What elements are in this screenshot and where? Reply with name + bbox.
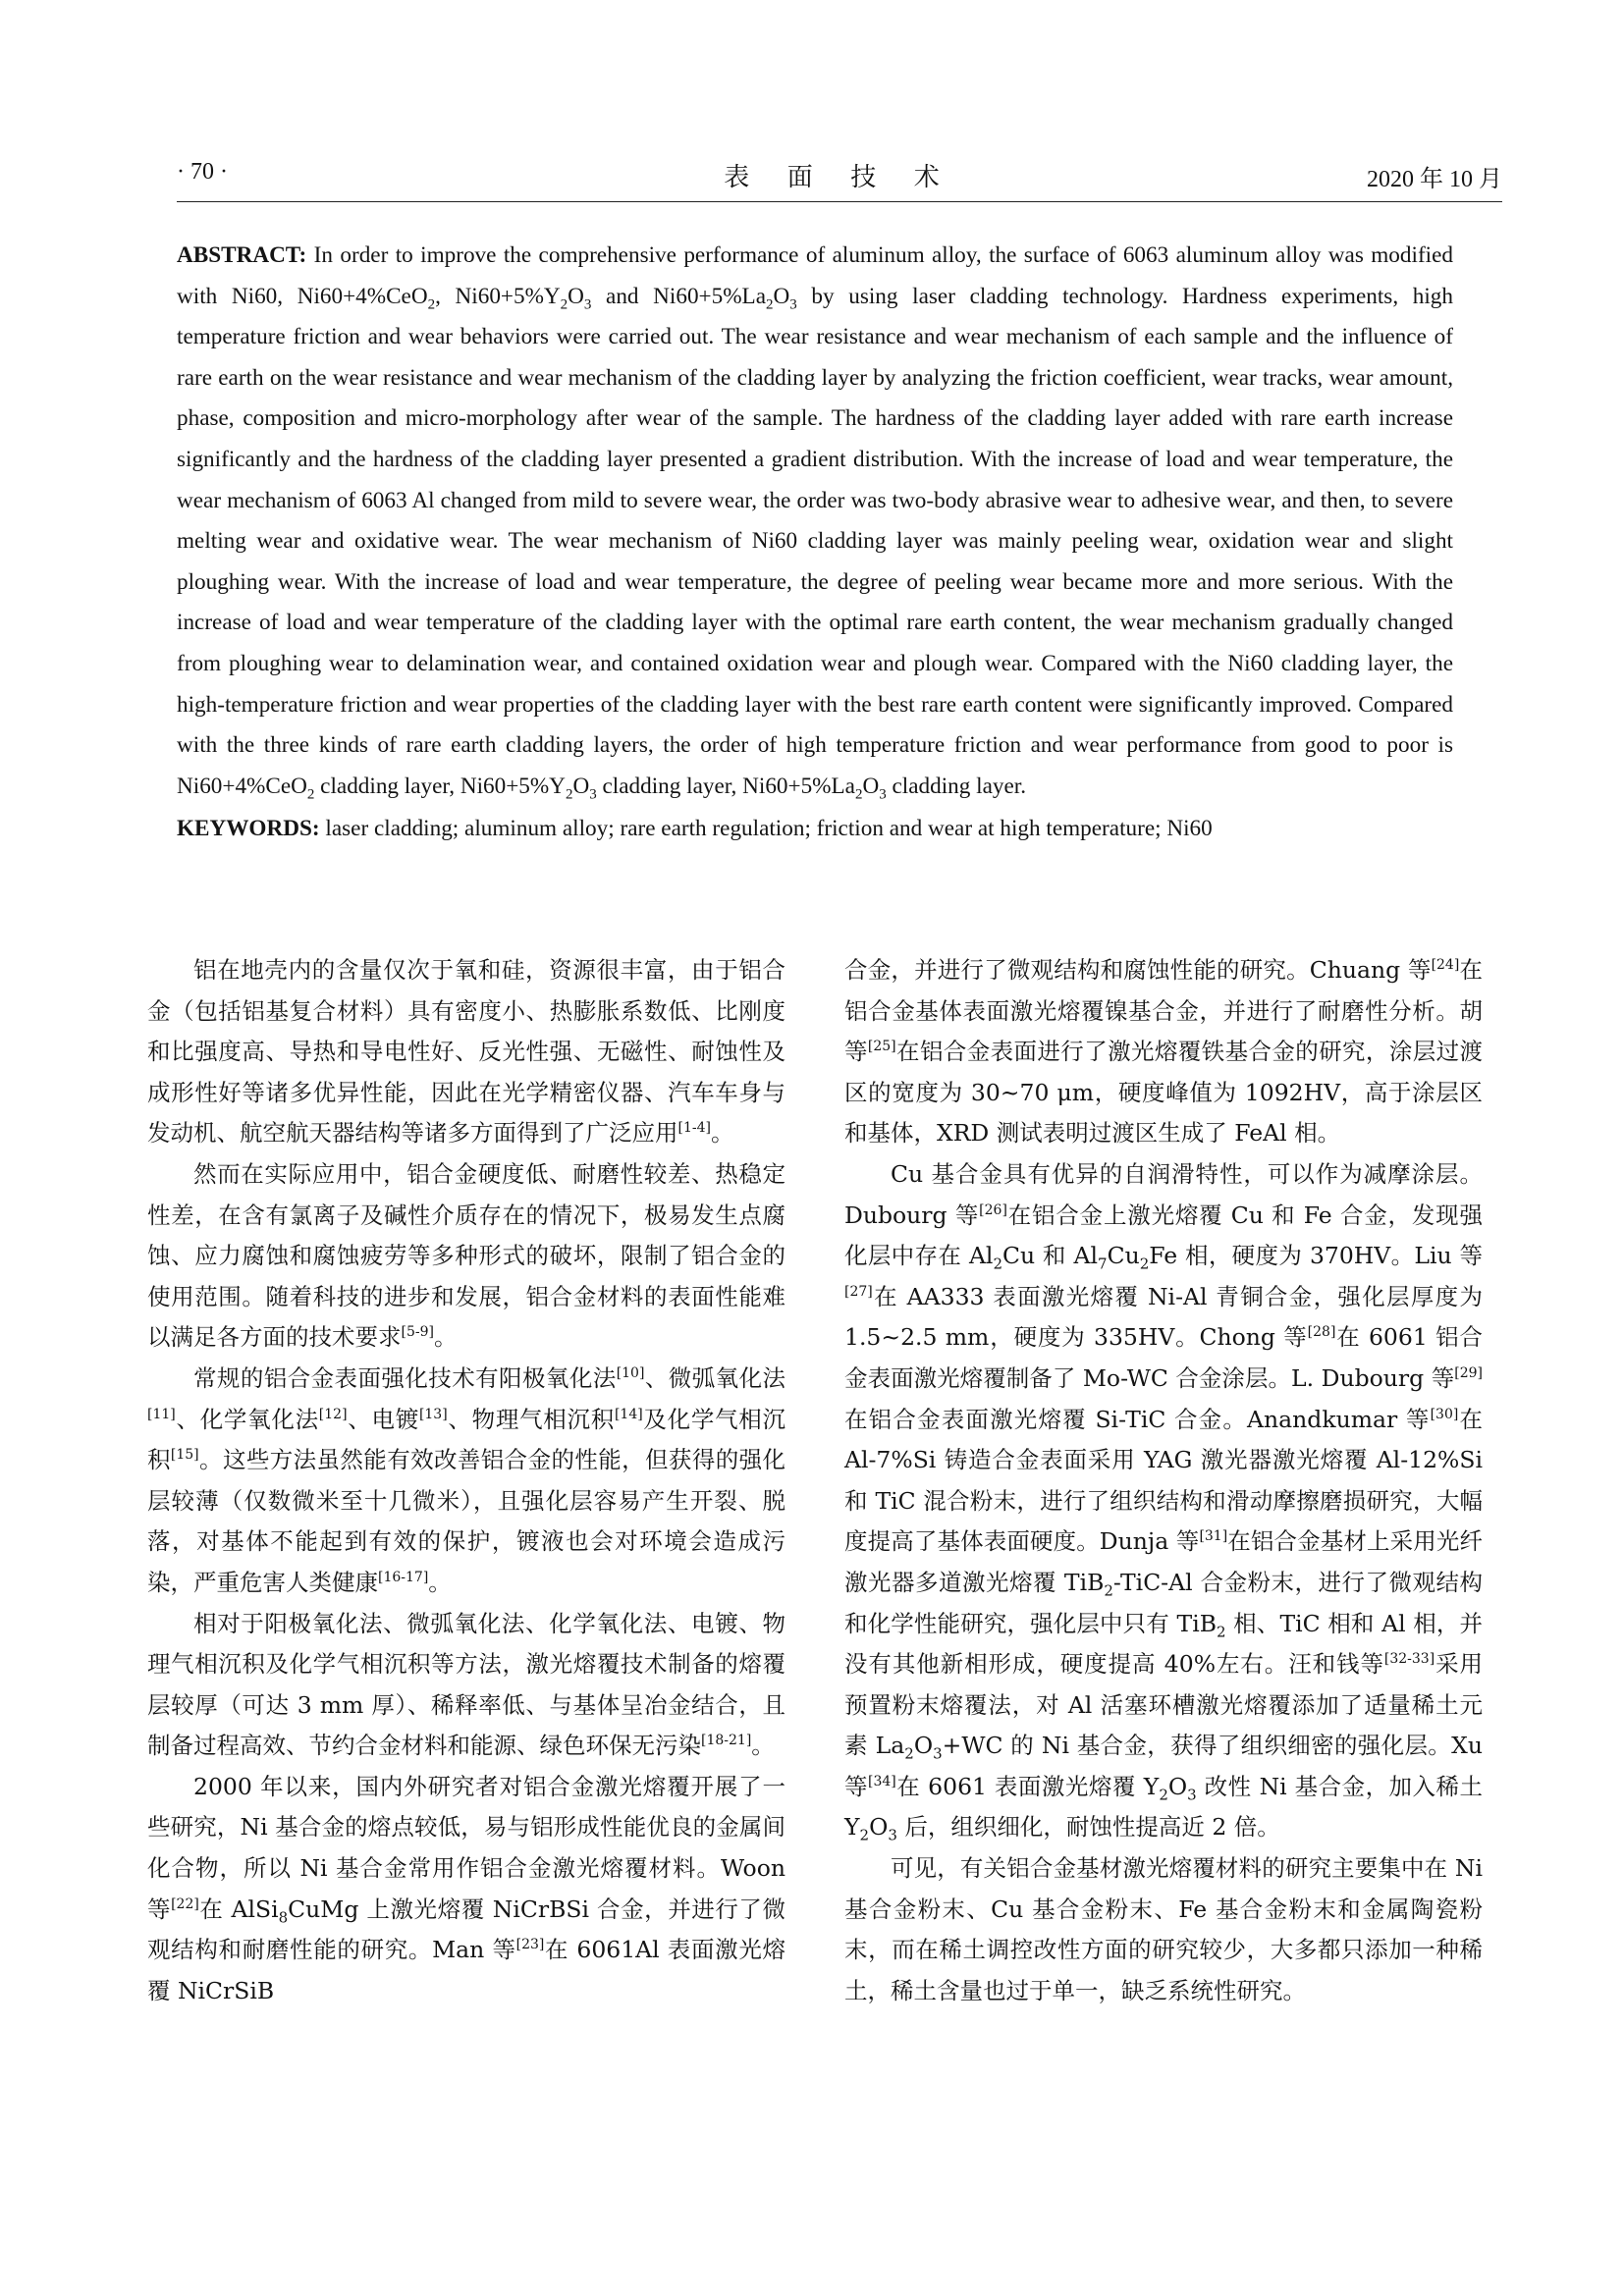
citation: [13]	[418, 1406, 448, 1422]
subscript: 7	[1098, 1255, 1108, 1273]
subscript: 2	[859, 1827, 870, 1845]
citation: [18-21]	[701, 1733, 752, 1749]
subscript: 2	[993, 1255, 1002, 1273]
body-text: 合金，并进行了微观结构和腐蚀性能的研究。Chuang 等	[844, 956, 1432, 984]
subscript: 2	[766, 296, 774, 313]
body-text: 在铝合金上激光熔覆 Cu 和 Fe 合金，发现强化层中存在 Al	[844, 1201, 1483, 1270]
issue-date: 2020 年 10 月	[1367, 167, 1502, 192]
citation: [10]	[616, 1364, 645, 1381]
citation: [16-17]	[378, 1569, 429, 1585]
body-text: 。	[433, 1323, 458, 1352]
abstract-text: by using laser cladding technology. Hardness experiments, high temperature friction and wear behaviors were carried out. The wear resistance and wear mechanism of each sample and the influence of rare earth on the wear resistance and wear mechanism of the cladding layer by analyzing the friction coefficient, wear tracks, wear amount, phase, composition and micro-morphology after wear of the sample. The hardness of the cladding layer added with rare earth increase significantly and the hardness of the cladding layer presented a gradient distribution. With the increase of load and wear temperature, the wear mechanism of 6063 Al changed from mild to severe wear, the order was two-body abrasive wear to adhesive wear, and then, to severe melting wear and oxidative wear. The wear mechanism of Ni60 cladding layer was mainly peeling wear, oxidation wear and slight ploughing wear. With the increase of load and wear temperature, the degree of peeling wear became more and more serious. With the increase of load and wear temperature of the cladding layer with the optimal rare earth content, the wear mechanism gradually changed from ploughing wear to delamination wear, and contained oxidation wear and plough wear. Compared with the Ni60 cladding layer, the high-temperature friction and wear properties of the cladding layer with the best rare earth content were significantly improved. Compared with the three kinds of rare earth cladding layers, the order of high temperature friction and wear performance from good to poor is Ni60+4%CeO	[177, 283, 1453, 799]
citation: [26]	[979, 1201, 1007, 1218]
body-text: O	[913, 1732, 934, 1760]
abstract-text: O	[862, 773, 880, 799]
body-text: 在 6061 铝合金表面激光熔覆制备了 Mo-WC 合金涂层。L. Dubourg 等	[844, 1323, 1483, 1392]
body-text: 在 6061 表面激光熔覆 Y	[895, 1772, 1160, 1800]
citation: [22]	[171, 1896, 199, 1912]
body-text: 在 6061Al 表面激光熔覆 NiCrSiB	[147, 1936, 785, 2004]
subscript: 2	[854, 786, 863, 803]
body-text: 后，组织细化，耐蚀性提高近 2 倍。	[896, 1813, 1280, 1842]
citation: [29]	[1454, 1364, 1483, 1381]
body-paragraph	[147, 950, 785, 1154]
citation: [5-9]	[401, 1324, 434, 1341]
body-text: Fe 相，硬度为 370HV。Liu 等	[1149, 1242, 1483, 1270]
body-text: 在铝合金基材上采用光纤激光器多道激光熔覆 TiB	[844, 1527, 1483, 1596]
subscript: 2	[1139, 1255, 1150, 1273]
abstract-text: O	[572, 773, 590, 799]
header-rule	[177, 201, 1502, 202]
citation: [28]	[1307, 1324, 1336, 1341]
body-text: 、物理气相沉积	[447, 1405, 615, 1433]
body-paragraph	[844, 1848, 1483, 2011]
body-text: 在铝合金基体表面激光熔覆镍基合金，并进行了耐磨性分析。胡等	[844, 956, 1484, 1066]
body-text: 常规的铝合金表面强化技术有阳极氧化法	[193, 1363, 617, 1392]
body-text: O	[1167, 1772, 1188, 1800]
citation: [1-4]	[677, 1120, 711, 1137]
body-paragraph	[147, 1767, 785, 2012]
body-text: Cu	[1107, 1242, 1140, 1270]
body-text: 、微弧氧化法	[644, 1363, 785, 1392]
abstract-label: ABSTRACT:	[177, 242, 307, 268]
body-paragraph	[147, 1154, 785, 1359]
body-text: 。	[751, 1732, 775, 1760]
subscript: 3	[888, 1827, 897, 1845]
abstract-text: cladding layer, Ni60+5%Y	[314, 773, 566, 799]
body-text: 在铝合金表面激光熔覆 Si-TiC 合金。Anandkumar 等	[844, 1405, 1431, 1433]
body-text: 在 AlSi	[198, 1895, 279, 1923]
body-text: O	[869, 1813, 889, 1842]
subscript: 2	[1159, 1786, 1168, 1804]
running-header	[177, 157, 1502, 196]
citation: [30]	[1430, 1406, 1459, 1422]
subscript: 8	[278, 1908, 289, 1927]
subscript: 2	[560, 296, 568, 313]
citation: [25]	[867, 1039, 896, 1055]
citation: [15]	[170, 1447, 199, 1464]
subscript: 3	[933, 1744, 943, 1763]
body-paragraph	[844, 950, 1483, 1154]
citation: [31]	[1199, 1528, 1228, 1545]
right-column	[844, 950, 1483, 2011]
body-text: 在 AA333 表面激光熔覆 Ni-Al 青铜合金，强化层厚度为 1.5~2.5 mm，硬度为 335HV。Chong 等	[844, 1282, 1483, 1352]
citation: [11]	[147, 1406, 176, 1422]
abstract-text: cladding layer.	[886, 773, 1026, 799]
subscript: 3	[879, 786, 887, 803]
body-text: Cu 和 Al	[1002, 1242, 1099, 1270]
citation: [12]	[318, 1406, 348, 1422]
keywords-text: laser cladding; aluminum alloy; rare earth regulation; friction and wear at high temperature; Ni60	[319, 816, 1213, 842]
body-text: 。	[428, 1568, 452, 1596]
body-text: 在铝合金表面进行了激光熔覆铁基合金的研究，涂层过渡区的宽度为 30~70 μm，硬度峰值为 1092HV，高于涂层区和基体，XRD 测试表明过渡区生成了 FeAl 相。	[844, 1038, 1484, 1148]
left-column	[147, 950, 785, 2011]
subscript: 3	[589, 786, 597, 803]
abstract-block	[177, 236, 1453, 850]
abstract-text: O	[773, 283, 790, 309]
body-text: 及化学气相沉积	[147, 1405, 786, 1474]
subscript: 3	[583, 296, 592, 313]
body-text: -TiC-Al 合金粉末，进行了微观结构和化学性能研究，强化层中只有 TiB	[844, 1568, 1483, 1637]
citation: [14]	[614, 1406, 643, 1422]
body-text: 。	[710, 1119, 734, 1148]
abstract-text: cladding layer, Ni60+5%La	[596, 773, 855, 799]
body-text: 采用预置粉末熔覆法，对 Al 活塞环槽激光熔覆添加了适量稀土元素 La	[844, 1650, 1484, 1760]
body-text: 、化学氧化法	[175, 1405, 319, 1433]
body-text: 、电镀	[347, 1405, 419, 1433]
abstract-text: O	[568, 283, 584, 309]
citation: [27]	[844, 1283, 873, 1300]
subscript: 2	[904, 1744, 914, 1763]
keywords-paragraph	[177, 809, 1453, 850]
subscript: 3	[1187, 1786, 1197, 1804]
body-text: 在 Al-7%Si 铸造合金表面采用 YAG 激光器激光熔覆 Al-12%Si 和 TiC 混合粉末，进行了组织结构和滑动摩擦磨损研究，大幅度提高了基体表面硬度。Dunja 等	[844, 1405, 1484, 1556]
body-text: +WC 的 Ni 基合金，获得了组织细密的强化层。Xu 等	[844, 1732, 1483, 1800]
subscript: 2	[306, 786, 315, 803]
body-text: 2000 年以来，国内外研究者对铝合金激光熔覆开展了一些研究，Ni 基合金的熔点较低，易与铝形成性能优良的金属间化合物，所以 Ni 基合金常用作铝合金激光熔覆材料。Woon 等	[147, 1772, 785, 1923]
body-text: 相、TiC 相和 Al 相，并没有其他新相形成，硬度提高 40%左右。汪和钱等	[844, 1609, 1483, 1679]
abstract-text: In order to improve the comprehensive performance of aluminum alloy, the surface of 6063 aluminum alloy was modified with Ni60, Ni60+4%CeO	[177, 242, 1453, 309]
abstract-paragraph	[177, 236, 1453, 807]
subscript: 2	[565, 786, 573, 803]
journal-title: 表 面 技 术	[724, 163, 955, 191]
subscript: 2	[427, 296, 436, 313]
citation: [34]	[868, 1773, 896, 1789]
body-text: 。这些方法虽然能有效改善铝合金的性能，但获得的强化层较薄（仅数微米至十几微米），且强化层容易产生开裂、脱落，对基体不能起到有效的保护，镀液也会对环境会造成污染，严重危害人类健康	[147, 1446, 786, 1596]
body-text: 可见，有关铝合金基材激光熔覆材料的研究主要集中在 Ni 基合金粉末、Cu 基合金粉末、Fe 基合金粉末和金属陶瓷粉末，而在稀土调控改性方面的研究较少，大多都只添加一种稀土，稀土含量也过于单一，缺乏系统性研究。	[844, 1854, 1483, 2004]
page-number: · 70 ·	[177, 159, 228, 185]
subscript: 2	[1104, 1581, 1113, 1600]
body-text: 然而在实际应用中，铝合金硬度低、耐磨性较差、热稳定性差，在含有氯离子及碱性介质存在的情况下，极易发生点腐蚀、应力腐蚀和腐蚀疲劳等多种形式的破坏，限制了铝合金的使用范围。随着科技的进步和发展，铝合金材料的表面性能难以满足各方面的技术要求	[147, 1159, 785, 1352]
body-text: 铝在地壳内的含量仅次于氧和硅，资源很丰富，由于铝合金（包括铝基复合材料）具有密度小、热膨胀系数低、比刚度和比强度高、导热和导电性好、反光性强、无磁性、耐蚀性及成形性好等诸多优异性能，因此在光学精密仪器、汽车车身与发动机、航空航天器结构等诸多方面得到了广泛应用	[147, 956, 785, 1148]
body-text: CuMg 上激光熔覆 NiCrBSi 合金，并进行了微观结构和耐磨性能的研究。Man 等	[147, 1895, 785, 1964]
body-paragraph	[147, 1359, 785, 1604]
body-paragraph	[844, 1154, 1483, 1848]
body-text: 相对于阳极氧化法、微弧氧化法、化学氧化法、电镀、物理气相沉积及化学气相沉积等方法，激光熔覆技术制备的熔覆层较厚（可达 3 mm 厚）、稀释率低、与基体呈冶金结合，且制备过程高效、节约合金材料和能源、绿色环保无污染	[147, 1609, 785, 1760]
citation: [24]	[1431, 957, 1460, 973]
body-text: Cu 基合金具有优异的自润滑特性，可以作为减摩涂层。Dubourg 等	[844, 1159, 1483, 1229]
abstract-text: , Ni60+5%Y	[435, 283, 561, 309]
keywords-label: KEYWORDS:	[177, 816, 320, 842]
citation: [23]	[515, 1937, 545, 1953]
abstract-text: and Ni60+5%La	[591, 283, 766, 309]
body-text: 改性 Ni 基合金，加入稀土 Y	[844, 1772, 1484, 1842]
subscript: 2	[1217, 1623, 1226, 1641]
body-paragraph	[147, 1604, 785, 1767]
subscript: 3	[789, 296, 797, 313]
citation: [32-33]	[1383, 1651, 1435, 1668]
